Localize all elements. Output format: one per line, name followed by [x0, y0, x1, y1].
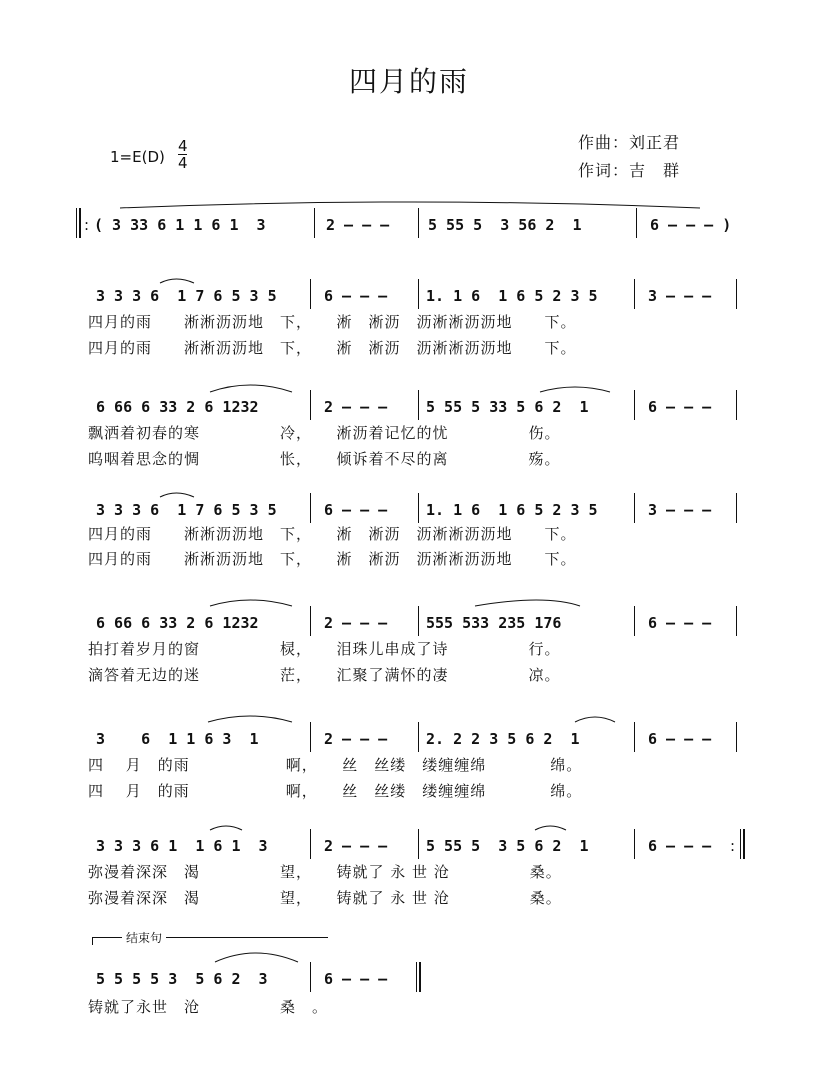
measure: ( 3 33 6 1 1 6 1 3	[94, 216, 266, 234]
measure: 6 — — —	[648, 837, 712, 855]
lyric-line: 四 月 的雨 啊， 丝 丝缕 缕缠缠绵 绵。	[88, 756, 583, 774]
lyricist-credit: 作词：吉 群	[578, 161, 681, 180]
barline	[736, 606, 737, 636]
measure: 6 — — — )	[650, 216, 732, 234]
lyric-line: 四月的雨 淅淅沥沥地 下， 淅 淅沥 沥淅淅沥沥地 下。	[88, 339, 577, 357]
slur	[120, 202, 700, 208]
repeat-start-barline	[76, 208, 81, 238]
barline	[736, 390, 737, 420]
lyric-line: 四月的雨 淅淅沥沥地 下， 淅 淅沥 沥淅淅沥沥地 下。	[88, 525, 577, 543]
barline	[418, 829, 419, 859]
barline	[418, 493, 419, 523]
slur	[475, 600, 580, 606]
repeat-end-barline	[740, 829, 745, 859]
barline	[634, 493, 635, 523]
measure: 6 — — —	[324, 287, 388, 305]
barline	[418, 208, 419, 238]
barline	[736, 279, 737, 309]
barline	[310, 493, 311, 523]
slur	[210, 600, 292, 606]
measure: 3 3 3 6 1 7 6 5 3 5	[96, 501, 277, 519]
barline	[310, 829, 311, 859]
measure: 5 55 5 33 5 6 2 1	[426, 398, 589, 416]
barline	[310, 390, 311, 420]
final-barline	[416, 962, 421, 992]
lyric-line: 呜咽着思念的惆 怅， 倾诉着不尽的离 殇。	[88, 450, 561, 468]
lyric-line: 拍打着岁月的窗 棂， 泪珠儿串成了诗 行。	[88, 640, 561, 658]
measure: 2. 2 2 3 5 6 2 1	[426, 730, 580, 748]
lyric-line: 四月的雨 淅淅沥沥地 下， 淅 淅沥 沥淅淅沥沥地 下。	[88, 313, 577, 331]
slur	[540, 387, 610, 392]
lyric-line: 弥漫着深深 渴 望， 铸就了 永 世 沧 桑。	[88, 863, 562, 881]
measure: 5 55 5 3 5 6 2 1	[426, 837, 589, 855]
barline	[314, 208, 315, 238]
key-signature: 1=E(D)	[110, 148, 165, 166]
ending-label: 结束句	[122, 929, 166, 946]
measure: 6 — — —	[648, 398, 712, 416]
barline	[310, 722, 311, 752]
measure: 1. 1 6 1 6 5 2 3 5	[426, 287, 598, 305]
repeat-end-dots: :	[730, 837, 736, 855]
lyric-line: 四月的雨 淅淅沥沥地 下， 淅 淅沥 沥淅淅沥沥地 下。	[88, 550, 577, 568]
measure: 3 3 3 6 1 7 6 5 3 5	[96, 287, 277, 305]
measure: 6 66 6 33 2 6 1232	[96, 614, 259, 632]
slur	[210, 385, 292, 392]
barline	[418, 390, 419, 420]
composer-credit: 作曲：刘正君	[578, 133, 681, 152]
lyric-line: 铸就了永世 沧 桑 。	[88, 998, 329, 1016]
measure: 6 — — —	[324, 970, 388, 988]
barline	[736, 493, 737, 523]
barline	[634, 279, 635, 309]
slur	[535, 826, 566, 830]
measure: 6 — — —	[648, 614, 712, 632]
barline	[634, 722, 635, 752]
measure: 2 — — —	[324, 398, 388, 416]
barline	[634, 390, 635, 420]
slur	[215, 953, 298, 962]
barline	[636, 208, 637, 238]
slur	[575, 717, 615, 722]
lyric-line: 弥漫着深深 渴 望， 铸就了 永 世 沧 桑。	[88, 889, 562, 907]
lyric-line: 飘洒着初春的寒 冷， 淅沥着记忆的忧 伤。	[88, 424, 561, 442]
barline	[634, 606, 635, 636]
song-title: 四月的雨	[348, 65, 469, 98]
repeat-dots: :	[84, 216, 90, 234]
measure: 2 — — —	[324, 837, 388, 855]
barline	[310, 279, 311, 309]
ending-bracket	[92, 937, 93, 945]
barline	[634, 829, 635, 859]
slur	[208, 716, 292, 722]
measure: 3 6 1 1 6 3 1	[96, 730, 259, 748]
barline	[418, 606, 419, 636]
barline	[418, 722, 419, 752]
measure: 6 — — —	[324, 501, 388, 519]
measure: 6 66 6 33 2 6 1232	[96, 398, 259, 416]
measure: 2 — — —	[326, 216, 390, 234]
lyric-line: 四 月 的雨 啊， 丝 丝缕 缕缠缠绵 绵。	[88, 782, 583, 800]
measure: 2 — — —	[324, 730, 388, 748]
measure: 3 — — —	[648, 501, 712, 519]
measure: 6 — — —	[648, 730, 712, 748]
time-signature: 4 4	[178, 137, 188, 172]
measure: 2 — — —	[324, 614, 388, 632]
barline	[736, 722, 737, 752]
measure: 3 — — —	[648, 287, 712, 305]
barline	[310, 962, 311, 992]
barline	[310, 606, 311, 636]
lyric-line: 滴答着无边的迷 茫， 汇聚了满怀的凄 凉。	[88, 666, 561, 684]
measure: 555 533 235 176	[426, 614, 562, 632]
slur	[210, 826, 242, 830]
measure: 5 55 5 3 56 2 1	[428, 216, 582, 234]
barline	[418, 279, 419, 309]
measure: 1. 1 6 1 6 5 2 3 5	[426, 501, 598, 519]
measure: 5 5 5 5 3 5 6 2 3	[96, 970, 268, 988]
measure: 3 3 3 6 1 1 6 1 3	[96, 837, 268, 855]
